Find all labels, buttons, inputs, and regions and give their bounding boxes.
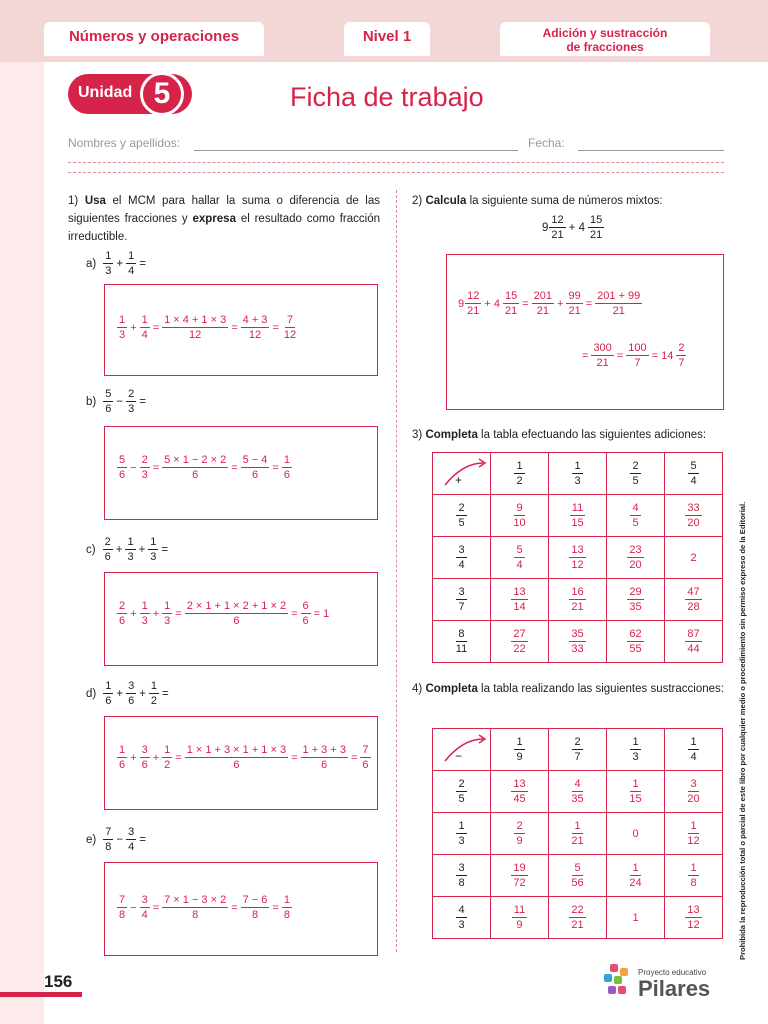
numerator: 1 — [574, 460, 581, 472]
unit-label: Unidad — [78, 84, 133, 101]
fraction — [569, 586, 585, 613]
numerator: 3 — [458, 544, 465, 556]
q4-text: la tabla realizando las siguientes sustracciones: — [481, 683, 724, 695]
fraction — [511, 628, 527, 655]
numerator: 2 — [516, 820, 523, 832]
question-3 — [412, 426, 724, 444]
fraction — [630, 736, 640, 763]
fraction — [454, 628, 469, 655]
q3-number: 3) — [412, 429, 423, 441]
answer-a: $\frac{1}{3}$ + $\frac{1}{4}$ = $\frac{1 \times 4 + 1 \times 3}{12}$ = $\frac{4 + 3}{12}$ = $\frac{7}{12}$ — [119, 314, 297, 341]
q4-keyword: Completa — [425, 683, 478, 695]
exercise-b: b) $\frac{5}{6}$ − $\frac{2}{3}$ = — [86, 388, 146, 415]
numerator: 5 — [690, 460, 697, 472]
numerator: 1 — [632, 778, 639, 790]
fraction — [456, 862, 466, 889]
table-cell[interactable] — [549, 621, 607, 663]
fraction — [514, 544, 524, 571]
denominator: 20 — [687, 793, 700, 805]
q2-text: la siguiente suma de números mixtos: — [469, 195, 663, 207]
table-row — [433, 813, 723, 855]
numerator: 1 — [632, 862, 639, 874]
table-cell[interactable] — [549, 495, 607, 537]
table-cell[interactable] — [549, 537, 607, 579]
tab-subtopic-line1: Adición y sustracción — [542, 26, 668, 40]
fraction — [685, 904, 701, 931]
denominator: 21 — [571, 919, 584, 931]
page-number-bar — [0, 992, 82, 997]
q1-number: 1) — [68, 195, 79, 207]
fraction — [685, 502, 701, 529]
subtraction-table — [432, 728, 723, 939]
denominator: 55 — [629, 643, 642, 655]
exercise-a: a) $\frac{1}{3}$ + $\frac{1}{4}$ = — [86, 250, 146, 277]
table-cell[interactable] — [607, 855, 665, 897]
table-cell[interactable] — [549, 897, 607, 939]
answer-q2-line1: 9 $\frac{12}{21}$ + 4 $\frac{15}{21}$ = $\frac{201}{21}$ + $\frac{99}{21}$ = $\frac{201 + 99}{21}$ — [458, 290, 641, 317]
fraction — [685, 820, 701, 847]
denominator: 5 — [632, 517, 639, 529]
denominator: 4 — [690, 475, 697, 487]
denominator: 35 — [629, 601, 642, 613]
operation-sign: + — [455, 473, 463, 487]
answer-box-q2[interactable] — [446, 254, 724, 410]
numerator: 1 — [690, 736, 697, 748]
table-row — [433, 855, 723, 897]
numerator: 13 — [513, 586, 526, 598]
numerator: 16 — [571, 586, 584, 598]
arrow-icon — [439, 733, 489, 767]
pilares-logo-icon — [602, 964, 634, 1000]
denominator: 22 — [513, 643, 526, 655]
fraction — [569, 502, 585, 529]
denominator: 44 — [687, 643, 700, 655]
fraction — [685, 778, 701, 805]
table-header-row — [433, 453, 723, 495]
numerator: 19 — [513, 862, 526, 874]
fraction — [456, 544, 466, 571]
numerator: 1 — [516, 460, 523, 472]
fraction — [627, 862, 643, 889]
denominator: 12 — [687, 835, 700, 847]
exercise-e: e) $\frac{7}{8}$ − $\frac{3}{4}$ = — [86, 826, 146, 853]
numerator: 3 — [690, 778, 697, 790]
denominator: 20 — [629, 559, 642, 571]
column-header — [665, 453, 723, 495]
answer-b: $\frac{5}{6}$ − $\frac{2}{3}$ = $\frac{5 \times 1 - 2 \times 2}{6}$ = $\frac{5 - 4}{6}$ = $\frac{1}{6}$ — [119, 454, 290, 481]
table-cell[interactable] — [549, 855, 607, 897]
fraction — [627, 586, 643, 613]
date-label: Fecha: — [528, 136, 565, 150]
pilares-logo — [602, 964, 732, 1004]
table-cell[interactable] — [491, 897, 549, 939]
column-header — [549, 453, 607, 495]
denominator: 5 — [458, 793, 465, 805]
row-header — [433, 771, 491, 813]
denominator: 12 — [571, 559, 584, 571]
denominator: 5 — [632, 475, 639, 487]
column-header — [607, 453, 665, 495]
row-header — [433, 537, 491, 579]
table-cell[interactable] — [665, 855, 723, 897]
numerator: 29 — [629, 586, 642, 598]
column-header — [665, 729, 723, 771]
fraction — [630, 460, 640, 487]
question-2 — [412, 192, 724, 210]
fraction — [572, 460, 582, 487]
question-1 — [68, 192, 380, 246]
table-cell[interactable] — [607, 897, 665, 939]
table-cell[interactable] — [491, 621, 549, 663]
denominator: 28 — [687, 601, 700, 613]
table-row — [433, 579, 723, 621]
separator-1 — [68, 162, 724, 163]
fraction — [627, 544, 643, 571]
table-cell[interactable] — [491, 771, 549, 813]
question-4 — [412, 680, 724, 698]
fraction — [569, 628, 585, 655]
row-header — [433, 813, 491, 855]
whole-value: 2 — [690, 551, 697, 564]
numerator: 13 — [687, 904, 700, 916]
column-separator — [396, 190, 397, 952]
denominator: 4 — [458, 559, 465, 571]
fraction — [456, 502, 466, 529]
table-cell[interactable] — [665, 813, 723, 855]
table-cell[interactable] — [607, 537, 665, 579]
denominator: 7 — [574, 751, 581, 763]
tab-level: Nivel 1 — [344, 22, 430, 56]
table-corner — [433, 729, 491, 771]
fraction — [688, 862, 698, 889]
denominator: 4 — [690, 751, 697, 763]
separator-2 — [68, 172, 724, 173]
unit-number: 5 — [140, 72, 184, 116]
denominator: 21 — [571, 601, 584, 613]
tab-subtopic — [500, 22, 710, 56]
denominator: 2 — [516, 475, 523, 487]
date-line[interactable] — [578, 150, 724, 151]
q4-number: 4) — [412, 683, 423, 695]
tab-subtopic-line2: de fracciones — [566, 40, 644, 54]
numerator: 33 — [687, 502, 700, 514]
row-header — [433, 579, 491, 621]
denominator: 3 — [574, 475, 581, 487]
fraction — [511, 778, 527, 805]
answer-q2-line2: = $\frac{300}{21}$ = $\frac{100}{7}$ = 14 $\frac{2}{7}$ — [582, 342, 685, 369]
numerator: 13 — [571, 544, 584, 556]
denominator: 10 — [513, 517, 526, 529]
numerator: 1 — [574, 820, 581, 832]
numerator: 11 — [513, 904, 526, 916]
logo-name: Pilares — [638, 976, 711, 1001]
numerator: 5 — [516, 544, 523, 556]
table-row — [433, 537, 723, 579]
q1-keyword-2: expresa — [192, 213, 236, 225]
table-cell[interactable] — [665, 537, 723, 579]
column-header — [491, 453, 549, 495]
table-cell[interactable] — [607, 621, 665, 663]
denominator: 5 — [458, 517, 465, 529]
answer-e: $\frac{7}{8}$ − $\frac{3}{4}$ = $\frac{7 \times 1 - 3 \times 2}{8}$ = $\frac{7 - 6}{8}$ = $\frac{1}{8}$ — [119, 894, 290, 921]
answer-d: $\frac{1}{6}$ + $\frac{3}{6}$ + $\frac{1}{2}$ = $\frac{1 \times 1 + 3 \times 1 + 1 \times 3}{6}$ = $\frac{1 + 3 + 3}{6}$ = $\frac{7}{6}$ — [119, 744, 369, 771]
name-label: Nombres y apellidos: — [68, 136, 181, 150]
table-row — [433, 621, 723, 663]
numerator: 22 — [571, 904, 584, 916]
fraction — [514, 736, 524, 763]
table-row — [433, 771, 723, 813]
fraction — [630, 502, 640, 529]
numerator: 87 — [687, 628, 700, 640]
exercise-c: c) $\frac{2}{6}$ + $\frac{1}{3}$ + $\frac{1}{3}$ = — [86, 536, 169, 563]
numerator: 1 — [516, 736, 523, 748]
table-cell[interactable] — [665, 771, 723, 813]
denominator: 35 — [571, 793, 584, 805]
table-cell[interactable] — [607, 813, 665, 855]
numerator: 11 — [571, 502, 584, 514]
denominator: 4 — [516, 559, 523, 571]
numerator: 4 — [458, 904, 465, 916]
table-row — [433, 897, 723, 939]
numerator: 1 — [632, 736, 639, 748]
fraction — [514, 460, 524, 487]
fraction — [569, 862, 585, 889]
column-header — [491, 729, 549, 771]
logo-subtitle: Proyecto educativo — [638, 968, 707, 977]
fraction — [512, 904, 527, 931]
table-cell[interactable] — [549, 579, 607, 621]
denominator: 21 — [571, 835, 584, 847]
numerator: 8 — [458, 628, 465, 640]
denominator: 7 — [458, 601, 465, 613]
denominator: 14 — [513, 601, 526, 613]
table-cell[interactable] — [665, 495, 723, 537]
fraction — [514, 820, 524, 847]
fraction — [569, 820, 585, 847]
fraction — [569, 904, 585, 931]
denominator: 45 — [513, 793, 526, 805]
fraction — [688, 460, 698, 487]
numerator: 62 — [629, 628, 642, 640]
table-row — [433, 495, 723, 537]
q1-text-1: el MCM para hallar la suma o diferencia de las siguientes fracciones y — [68, 195, 380, 225]
denominator: 8 — [458, 877, 465, 889]
fraction — [511, 862, 527, 889]
denominator: 8 — [690, 877, 697, 889]
name-line[interactable] — [194, 150, 518, 151]
column-header — [549, 729, 607, 771]
arrow-icon — [439, 457, 489, 491]
numerator: 5 — [574, 862, 581, 874]
whole-value: 1 — [632, 911, 639, 924]
whole-value: 0 — [632, 827, 639, 840]
row-header — [433, 621, 491, 663]
numerator: 4 — [574, 778, 581, 790]
denominator: 3 — [632, 751, 639, 763]
copyright-note: Prohibida la reproducción total o parcial de este libro por cualquier medio o procedimiento sin permiso expreso de la Editorial. — [738, 501, 747, 960]
fraction — [685, 586, 701, 613]
row-header — [433, 897, 491, 939]
table-cell[interactable] — [607, 495, 665, 537]
exercise-d: d) $\frac{1}{6}$ + $\frac{3}{6}$ + $\frac{1}{2}$ = — [86, 680, 169, 707]
denominator: 9 — [516, 919, 523, 931]
denominator: 15 — [629, 793, 642, 805]
numerator: 4 — [632, 502, 639, 514]
denominator: 3 — [458, 835, 465, 847]
denominator: 12 — [687, 919, 700, 931]
table-cell[interactable] — [607, 579, 665, 621]
numerator: 3 — [458, 862, 465, 874]
q1-text-2: el resultado como fracción irreductible. — [68, 213, 380, 243]
table-cell[interactable] — [491, 813, 549, 855]
fraction — [456, 820, 466, 847]
denominator: 20 — [687, 517, 700, 529]
numerator: 2 — [632, 460, 639, 472]
denominator: 24 — [629, 877, 642, 889]
tab-topic: Números y operaciones — [44, 22, 264, 56]
numerator: 3 — [458, 586, 465, 598]
row-header — [433, 495, 491, 537]
denominator: 56 — [571, 877, 584, 889]
q2-keyword: Calcula — [425, 195, 467, 207]
table-cell[interactable] — [549, 771, 607, 813]
numerator: 2 — [458, 778, 465, 790]
numerator: 1 — [690, 820, 697, 832]
denominator: 9 — [516, 835, 523, 847]
fraction — [456, 586, 466, 613]
numerator: 13 — [513, 778, 526, 790]
denominator: 9 — [516, 751, 523, 763]
table-cell[interactable] — [491, 579, 549, 621]
answer-c: $\frac{2}{6}$ + $\frac{1}{3}$ + $\frac{1}{3}$ = $\frac{2 \times 1 + 1 \times 2 + 1 \times 2}{6}$ = $\frac{6}{6}$ = 1 — [119, 600, 330, 627]
fraction — [569, 544, 585, 571]
denominator: 11 — [455, 643, 468, 655]
page-title: Ficha de trabajo — [290, 82, 484, 112]
fraction — [572, 736, 582, 763]
denominator: 72 — [513, 877, 526, 889]
numerator: 1 — [458, 820, 465, 832]
fraction — [511, 502, 527, 529]
fraction — [627, 778, 643, 805]
fraction — [456, 904, 466, 931]
operation-sign: − — [455, 749, 463, 763]
fraction — [685, 628, 701, 655]
table-cell[interactable] — [491, 495, 549, 537]
addition-table — [432, 452, 723, 663]
table-cell[interactable] — [549, 813, 607, 855]
q2-number: 2) — [412, 195, 423, 207]
q3-keyword: Completa — [425, 429, 478, 441]
unit-badge — [68, 74, 192, 114]
numerator: 1 — [690, 862, 697, 874]
denominator: 33 — [571, 643, 584, 655]
table-cell[interactable] — [665, 897, 723, 939]
numerator: 2 — [574, 736, 581, 748]
fraction — [688, 736, 698, 763]
denominator: 3 — [458, 919, 465, 931]
table-cell[interactable] — [491, 537, 549, 579]
row-header — [433, 855, 491, 897]
q2-expression: 9 $\frac{12}{21}$ + 4 $\frac{15}{21}$ — [542, 214, 603, 241]
numerator: 35 — [571, 628, 584, 640]
fraction — [456, 778, 466, 805]
table-cell[interactable] — [491, 855, 549, 897]
table-cell[interactable] — [665, 579, 723, 621]
numerator: 27 — [513, 628, 526, 640]
numerator: 47 — [687, 586, 700, 598]
column-header — [607, 729, 665, 771]
numerator: 9 — [516, 502, 523, 514]
q3-text: la tabla efectuando las siguientes adiciones: — [481, 429, 707, 441]
numerator: 2 — [458, 502, 465, 514]
page-number: 156 — [44, 972, 73, 991]
numerator: 23 — [629, 544, 642, 556]
table-cell[interactable] — [665, 621, 723, 663]
fraction — [569, 778, 585, 805]
table-corner — [433, 453, 491, 495]
table-cell[interactable] — [607, 771, 665, 813]
q1-keyword-1: Usa — [84, 195, 106, 207]
fraction — [627, 628, 643, 655]
fraction — [511, 586, 527, 613]
denominator: 15 — [571, 517, 584, 529]
table-header-row — [433, 729, 723, 771]
